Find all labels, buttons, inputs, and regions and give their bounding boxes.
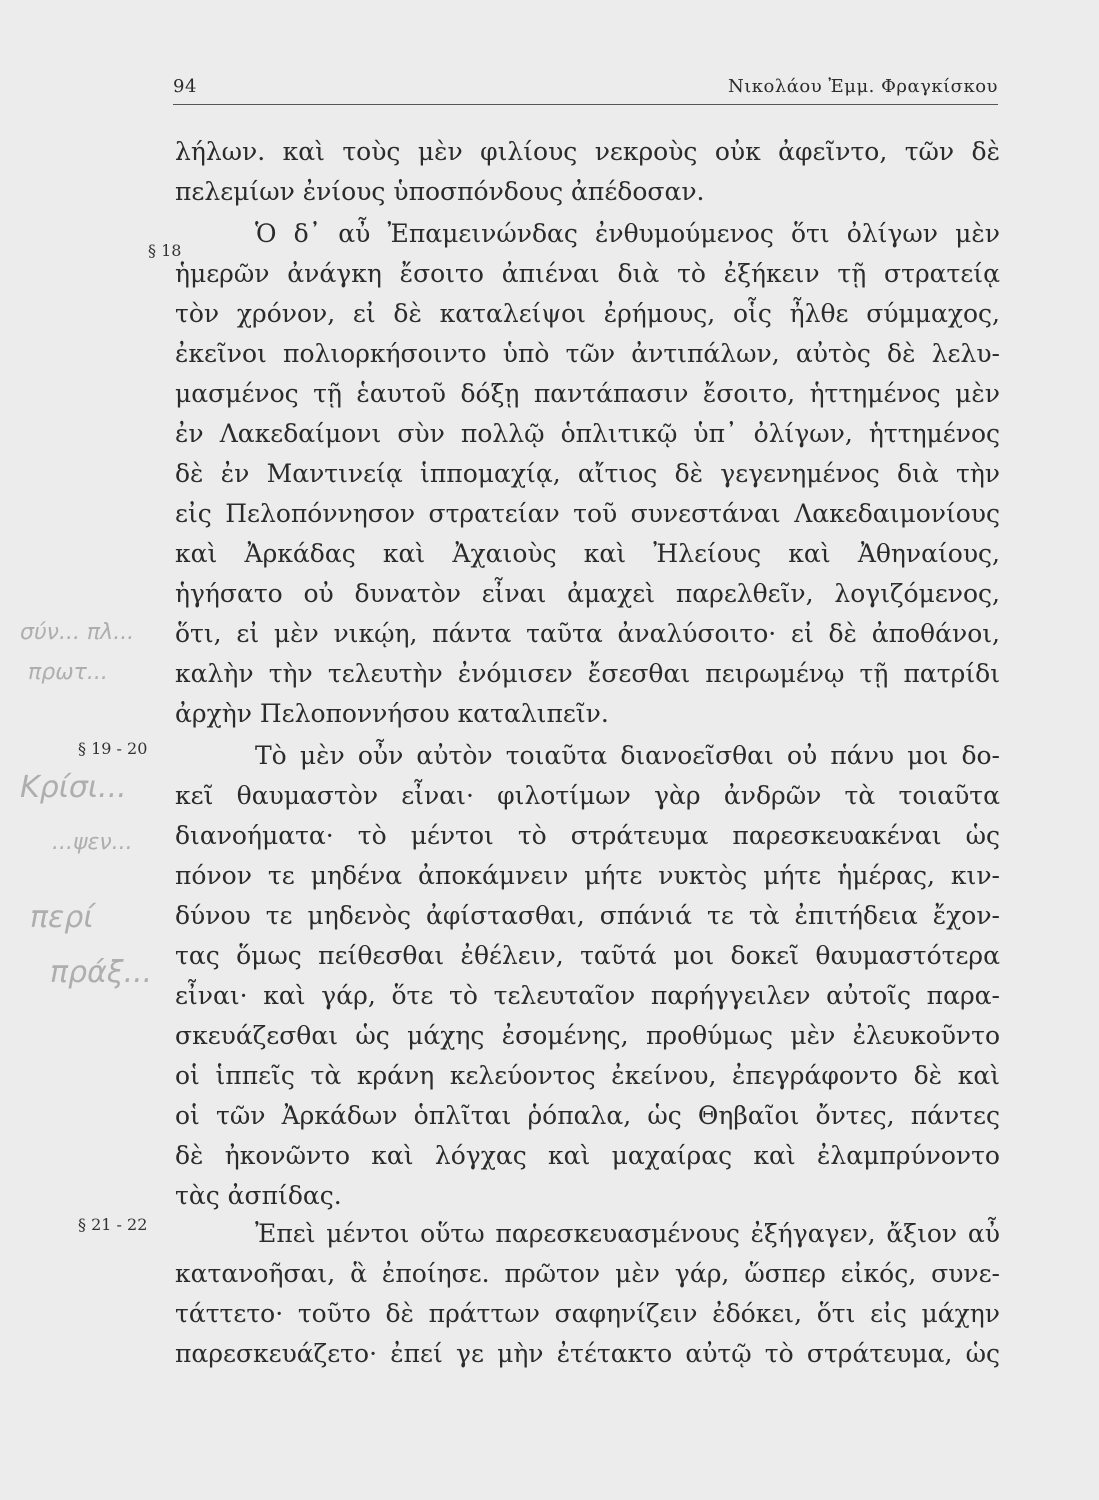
text-line: Ἐπεὶ μέντοι οὕτω παρεσκευασμένους ἐξήγαγεν, ἄξιον αὖ bbox=[255, 1219, 1000, 1248]
text-line: διανοήματα· τὸ μέντοι τὸ στράτευμα παρεσκευακέναι ὡς bbox=[175, 821, 1000, 850]
text-line: Τὸ μὲν οὖν αὐτὸν τοιαῦτα διανοεῖσθαι οὐ πάνυ μοι δο- bbox=[255, 741, 1000, 770]
page-number: 94 bbox=[173, 76, 197, 97]
running-head-author: Νικολάου Ἐμμ. Φραγκίσκου bbox=[727, 76, 998, 97]
text-line: ὅτι, εἰ μὲν νικῴη, πάντα ταῦτα ἀναλύσοιτο· εἰ δὲ ἀποθάνοι, bbox=[175, 619, 1000, 648]
section-mark-21-22: § 21 - 22 bbox=[78, 1215, 148, 1234]
text-line: ἀρχὴν Πελοποννήσου καταλιπεῖν. bbox=[175, 699, 609, 728]
text-line: κεῖ θαυμαστὸν εἶναι· φιλοτίμων γὰρ ἀνδρῶν τὰ τοιαῦτα bbox=[175, 781, 1000, 810]
text-line: οἱ ἱππεῖς τὰ κράνη κελεύοντος ἐκείνου, ἐπεγράφοντο δὲ καὶ bbox=[175, 1061, 1000, 1090]
margin-annotation: πράξ... bbox=[50, 955, 153, 990]
text-line: δύνου τε μηδενὸς ἀφίστασθαι, σπάνιά τε τὰ ἐπιτήδεια ἔχον- bbox=[175, 901, 1000, 930]
running-head bbox=[173, 72, 998, 105]
text-line: σκευάζεσθαι ὡς μάχης ἐσομένης, προθύμως μὲν ἐλευκοῦντο bbox=[175, 1021, 1000, 1050]
text-line: πελεμίων ἐνίους ὑποσπόνδους ἀπέδοσαν. bbox=[175, 177, 705, 206]
margin-annotation: Κρίσι... bbox=[20, 770, 127, 805]
text-line: καὶ Ἀρκάδας καὶ Ἀχαιοὺς καὶ Ἠλείους καὶ Ἀθηναίους, bbox=[175, 539, 1000, 568]
text-line: δὲ ἠκονῶντο καὶ λόγχας καὶ μαχαίρας καὶ ἐλαμπρύνοντο bbox=[175, 1141, 1000, 1170]
text-line: ἡγήσατο οὐ δυνατὸν εἶναι ἀμαχεὶ παρελθεῖν, λογιζόμενος, bbox=[175, 579, 1000, 608]
text-line: κατανοῆσαι, ἃ ἐποίησε. πρῶτον μὲν γάρ, ὥσπερ εἰκός, συνε- bbox=[175, 1259, 1000, 1288]
text-line: τας ὅμως πείθεσθαι ἐθέλειν, ταῦτά μοι δοκεῖ θαυμαστότερα bbox=[175, 941, 1000, 970]
text-line: εἰς Πελοπόννησον στρατείαν τοῦ συνεστάναι Λακεδαιμονίους bbox=[175, 499, 1000, 528]
text-line: τάττετο· τοῦτο δὲ πράττων σαφηνίζειν ἐδόκει, ὅτι εἰς μάχην bbox=[175, 1299, 1000, 1328]
margin-annotation: πρωτ... bbox=[28, 660, 108, 685]
text-line: τὰς ἀσπίδας. bbox=[175, 1181, 342, 1210]
text-line: μασμένος τῇ ἑαυτοῦ δόξῃ παντάπασιν ἔσοιτο, ἡττημένος μὲν bbox=[175, 379, 1000, 408]
text-line: δὲ ἐν Μαντινείᾳ ἱππομαχίᾳ, αἴτιος δὲ γεγενημένος διὰ τὴν bbox=[175, 459, 1000, 488]
text-line: ἐν Λακεδαίμονι σὺν πολλῷ ὁπλιτικῷ ὑπ᾽ ὀλίγων, ἡττημένος bbox=[175, 419, 1000, 448]
text-line: καλὴν τὴν τελευτὴν ἐνόμισεν ἔσεσθαι πειρωμένῳ τῇ πατρίδι bbox=[175, 659, 1000, 688]
text-line: λήλων. καὶ τοὺς μὲν φιλίους νεκροὺς οὐκ ἀφεῖντο, τῶν δὲ bbox=[175, 137, 1000, 166]
text-line: ἡμερῶν ἀνάγκη ἔσοιτο ἀπιέναι διὰ τὸ ἐξήκειν τῇ στρατείᾳ bbox=[175, 259, 1000, 288]
text-line: εἶναι· καὶ γάρ, ὅτε τὸ τελευταῖον παρήγγειλεν αὐτοῖς παρα- bbox=[175, 981, 1000, 1010]
text-line: ἐκεῖνοι πολιορκήσοιντο ὑπὸ τῶν ἀντιπάλων, αὐτὸς δὲ λελυ- bbox=[175, 339, 1000, 368]
margin-annotation: σύν... πλ... bbox=[20, 620, 135, 645]
text-line: Ὁ δ᾽ αὖ Ἐπαμεινώνδας ἐνθυμούμενος ὅτι ὀλίγων μὲν bbox=[255, 219, 1000, 248]
section-mark-19-20: § 19 - 20 bbox=[78, 739, 148, 758]
text-line: πόνον τε μηδένα ἀποκάμνειν μήτε νυκτὸς μήτε ἡμέρας, κιν- bbox=[175, 861, 1000, 890]
margin-annotation: ...ψεν... bbox=[52, 830, 133, 855]
text-line: οἱ τῶν Ἀρκάδων ὁπλῖται ῥόπαλα, ὡς Θηβαῖοι ὄντες, πάντες bbox=[175, 1101, 1000, 1130]
text-line: παρεσκευάζετο· ἐπεί γε μὴν ἐτέτακτο αὐτῷ τὸ στράτευμα, ὡς bbox=[175, 1339, 1000, 1368]
margin-annotation: περί bbox=[30, 900, 94, 935]
text-line: τὸν χρόνον, εἰ δὲ καταλείψοι ἐρήμους, οἷς ἦλθε σύμμαχος, bbox=[175, 299, 1000, 328]
section-mark-18: § 18 bbox=[148, 241, 182, 260]
